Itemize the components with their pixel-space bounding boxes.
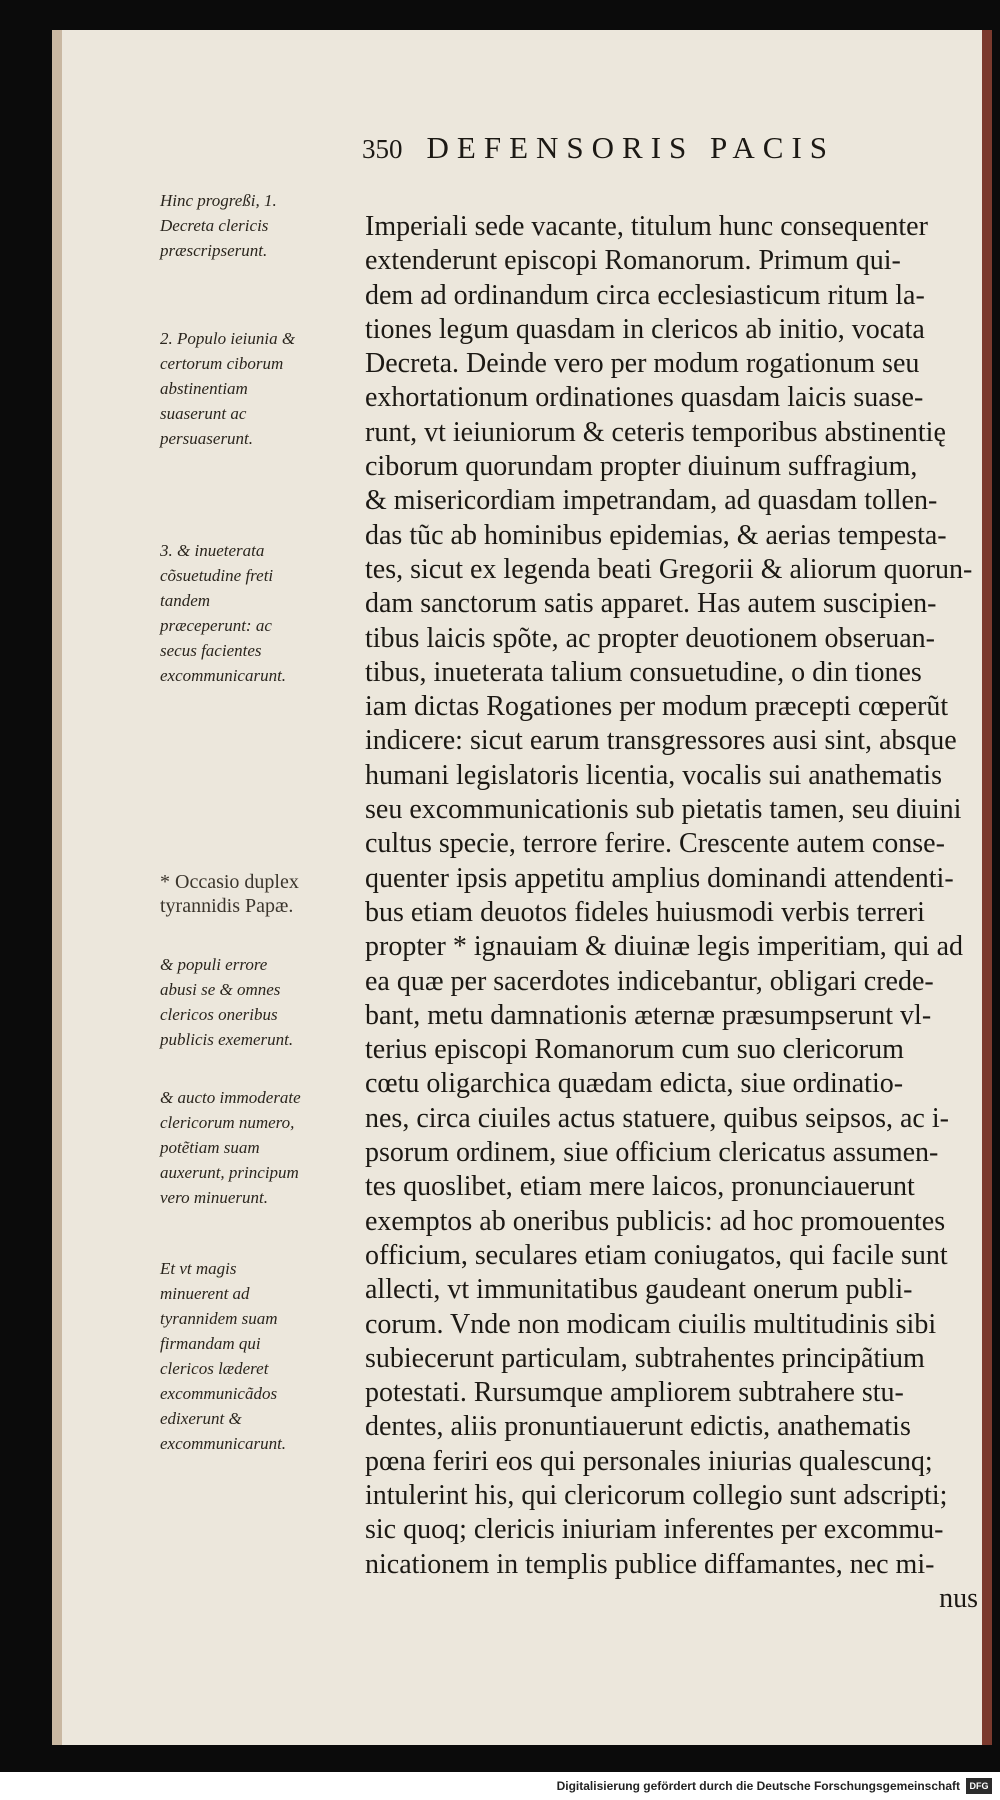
page-edge xyxy=(982,30,992,1745)
body-text xyxy=(365,210,980,1616)
text-line: humani legislatoris licentia, vocalis sui anathematis xyxy=(365,759,942,791)
text-line: indicere: sicut earum transgressores ausi sint, absque xyxy=(365,725,957,757)
text-line: bant, metu damnationis æternæ præsumpserunt vl- xyxy=(365,999,932,1031)
catchword: nus xyxy=(939,1582,978,1614)
text-line: Imperiali sede vacante, titulum hunc consequenter xyxy=(365,211,928,242)
book-page xyxy=(52,30,992,1745)
text-line: runt, vt ieiuniorum & ceteris temporibus abstinentię xyxy=(365,416,946,448)
text-line: das tũc ab hominibus epidemias, & aerias tempesta- xyxy=(365,519,947,551)
text-line: cœtu oligarchica quædam edicta, siue ordinatio- xyxy=(365,1068,904,1100)
text-line: Decreta. Deinde vero per modum rogationum seu xyxy=(365,348,920,380)
text-line: & misericordiam impetrandam, ad quasdam tollen- xyxy=(365,485,938,517)
margin-note-3: 3. & inueterata cõsuetudine freti tandem præceperunt: ac secus facientes excommunicarunt. xyxy=(160,541,287,685)
margin-note-4: * Occasio duplex tyrannidis Papæ. xyxy=(160,871,299,917)
text-line: nicationem in templis publice diffamantes, nec mi- xyxy=(365,1548,935,1580)
margin-note-7: Et vt magis minuerent ad tyrannidem suam firmandam qui clericos læderet excommunicãdos edixerunt & excommunicarunt. xyxy=(160,1259,287,1453)
page-header xyxy=(362,130,982,166)
text-line: exemptos ab oneribus publicis: ad hoc promouentes xyxy=(365,1205,946,1237)
text-line: pœna feriri eos qui personales iniurias qualescunq; xyxy=(365,1445,933,1477)
text-line: dam sanctorum satis apparet. Has autem suscipien- xyxy=(365,588,937,620)
text-line: subiecerunt particulam, subtrahentes principãtium xyxy=(365,1342,925,1374)
text-line: tes quoslibet, etiam mere laicos, pronunciauerunt xyxy=(365,1171,915,1203)
text-line: allecti, vt immunitatibus gaudeant onerum publi- xyxy=(365,1274,913,1306)
text-line: sic quoq; clericis iniuriam inferentes per excommu- xyxy=(365,1514,944,1546)
margin-note-6: & aucto immoderate clericorum numero, potẽtiam suam auxerunt, principum vero minuerunt. xyxy=(160,1088,301,1207)
text-line: propter * ignauiam & diuinæ legis imperitiam, qui ad xyxy=(365,931,964,963)
text-line: officium, seculares etiam coniugatos, qui facile sunt xyxy=(365,1239,948,1271)
text-line: tibus laicis spõte, ac propter deuotionem obseruan- xyxy=(365,622,935,654)
text-line: seu excommunicationis sub pietatis tamen, seu diuini xyxy=(365,794,962,826)
margin-note-5: & populi errore abusi se & omnes clericos oneribus publicis exemerunt. xyxy=(160,955,294,1049)
text-line: corum. Vnde non modicam ciuilis multitudinis sibi xyxy=(365,1308,937,1340)
text-line: dentes, aliis pronuntiauerunt edictis, anathematis xyxy=(365,1411,911,1443)
text-line: quenter ipsis appetitu amplius dominandi attendenti- xyxy=(365,862,954,894)
text-line: extenderunt episcopi Romanorum. Primum qui- xyxy=(365,245,901,277)
text-line: tes, sicut ex legenda beati Gregorii & aliorum quorun- xyxy=(365,553,973,585)
text-line: terius episcopi Romanorum cum suo clericorum xyxy=(365,1034,904,1066)
dfg-logo-icon: DFG xyxy=(966,1778,992,1794)
text-line: cultus specie, terrore ferire. Crescente autem conse- xyxy=(365,828,945,860)
text-line: potestati. Rursumque ampliorem subtrahere stu- xyxy=(365,1377,904,1409)
text-line: nes, circa ciuiles actus statuere, quibus seipsos, ac i- xyxy=(365,1102,949,1134)
text-line: bus etiam deuotos fideles huiusmodi verbis terreri xyxy=(365,896,925,928)
margin-note-2: 2. Populo ieiunia & certorum ciborum abstinentiam suaserunt ac persuaserunt. xyxy=(160,329,296,448)
text-line: tiones legum quasdam in clericos ab initio, vocata xyxy=(365,313,925,345)
margin-note-1: Hinc progreßi, 1. Decreta clericis præscripserunt. xyxy=(160,191,277,260)
text-line: psorum ordinem, siue officium clericatus assumen- xyxy=(365,1137,939,1169)
page-number: 350 xyxy=(362,134,403,164)
text-line: dem ad ordinandum circa ecclesiasticum ritum la- xyxy=(365,279,925,311)
text-line: ciborum quorundam propter diuinum suffragium, xyxy=(365,451,918,483)
footer-credit: Digitalisierung gefördert durch die Deutsche Forschungsgemeinschaft xyxy=(556,1779,960,1793)
running-head: DEFENSORIS PACIS xyxy=(426,130,836,165)
text-line: exhortationum ordinationes quasdam laicis suase- xyxy=(365,382,924,414)
text-line: ea quæ per sacerdotes indicebantur, obligari crede- xyxy=(365,965,934,997)
text-line: iam dictas Rogationes per modum præcepti cœperũt xyxy=(365,691,949,723)
text-line: tibus, inueterata talium consuetudine, o din tiones xyxy=(365,656,922,688)
digitization-footer xyxy=(0,1772,1000,1800)
text-line: intulerint his, qui clericorum collegio sunt adscripti; xyxy=(365,1479,948,1511)
